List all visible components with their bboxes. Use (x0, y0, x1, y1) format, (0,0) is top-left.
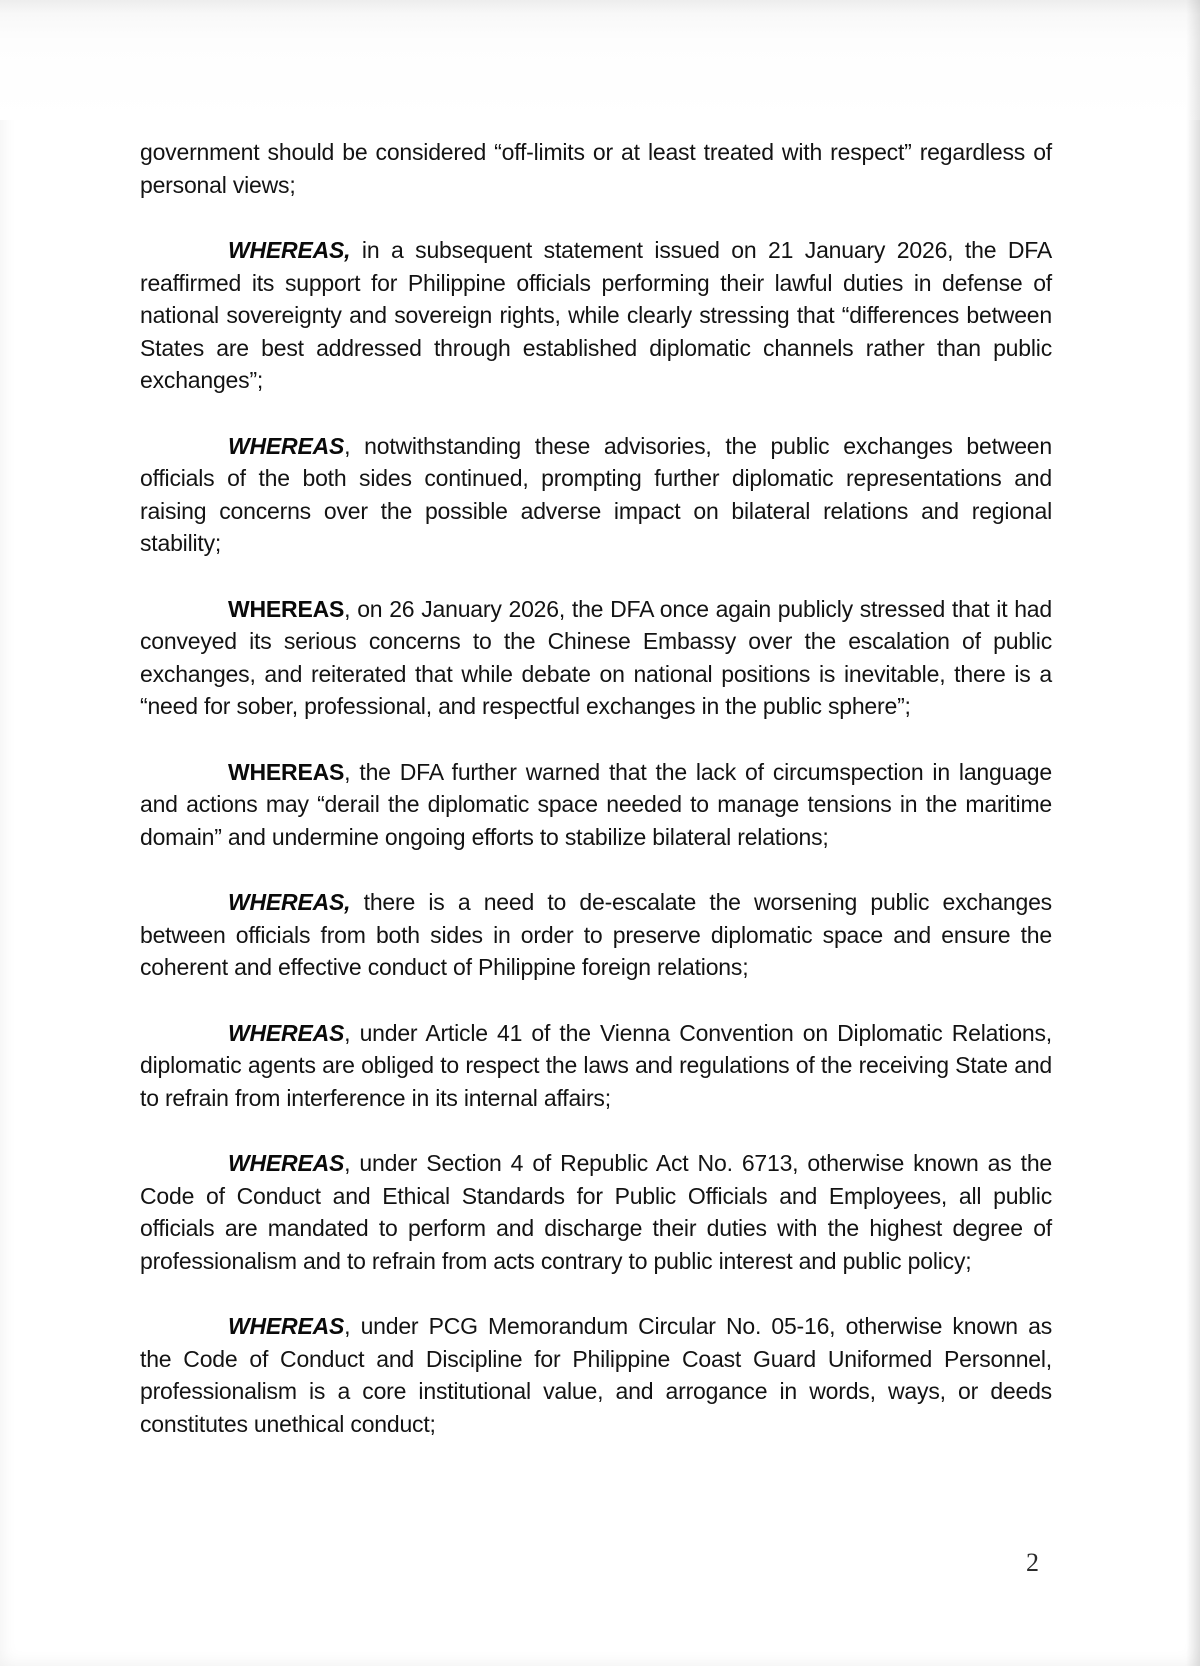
paragraph (140, 1310, 1052, 1440)
whereas-lead: WHEREAS (228, 758, 345, 785)
whereas-lead: WHEREAS, (228, 889, 351, 915)
paragraph-text: , on 26 January 2026, the DFA once again publicly stressed that it had conveyed its serious concerns to the Chinese Embassy over the escalation of public exchanges, and reiterated that while debate on national positions is inevitable, there is a “need for sober, professional, and respectful exchanges in the public sphere”; (140, 595, 1052, 719)
whereas-lead: WHEREAS (228, 595, 345, 622)
paragraph-text: government should be considered “off-limits or at least treated with respect” regardless of personal views; (140, 139, 1052, 198)
paragraph (140, 593, 1052, 723)
whereas-lead: WHEREAS (228, 432, 345, 459)
paragraph (140, 756, 1052, 854)
paragraph-text: , under Section 4 of Republic Act No. 6713, otherwise known as the Code of Conduct and Ethical Standards for Public Officials and Employees, all public officials are mandated to perform and discharge their duties with the highest degree of professionalism and to refrain from acts contrary to public interest and public policy; (140, 1150, 1052, 1274)
paragraph-text: , notwithstanding these advisories, the public exchanges between officials of the both sides continued, prompting further diplomatic representations and raising concerns over the possible adverse impact on bilateral relations and regional stability; (140, 432, 1052, 556)
whereas-lead: WHEREAS (228, 1150, 345, 1176)
whereas-lead: WHEREAS, (228, 237, 351, 263)
paragraph (140, 430, 1052, 560)
paragraph-text: , the DFA further warned that the lack of circumspection in language and actions may “derail the diplomatic space needed to manage tensions in the maritime domain” and undermine ongoing efforts to stabilize bilateral relations; (140, 758, 1052, 850)
paragraph (140, 136, 1052, 201)
page-top-shading (0, 0, 1200, 120)
paragraph-text: in a subsequent statement issued on 21 January 2026, the DFA reaffirmed its support for Philippine officials performing their lawful duties in defense of national sovereignty and sovereign rights, while clearly stressing that “differences between States are best addressed through established diplomatic channels rather than public exchanges”; (140, 237, 1052, 393)
whereas-lead: WHEREAS (228, 1019, 345, 1046)
document-body (140, 136, 1052, 1473)
paragraph (140, 886, 1052, 984)
paragraph (140, 1017, 1052, 1115)
page-number: 2 (1026, 1548, 1039, 1577)
paragraph-text: , under Article 41 of the Vienna Convention on Diplomatic Relations, diplomatic agents are obliged to respect the laws and regulations of the receiving State and to refrain from interference in its internal affairs; (140, 1019, 1052, 1111)
paragraph (140, 234, 1052, 397)
whereas-lead: WHEREAS (228, 1313, 345, 1339)
paragraph-text: , under PCG Memorandum Circular No. 05-16, otherwise known as the Code of Conduct and Discipline for Philippine Coast Guard Uniformed Personnel, professionalism is a core institutional value, and arrogance in words, ways, or deeds constitutes unethical conduct; (140, 1313, 1052, 1437)
paragraph-text: there is a need to de-escalate the worsening public exchanges between officials from both sides in order to preserve diplomatic space and ensure the coherent and effective conduct of Philippine foreign relations; (140, 889, 1052, 980)
page-right-shading (1186, 0, 1200, 1666)
paragraph (140, 1147, 1052, 1277)
